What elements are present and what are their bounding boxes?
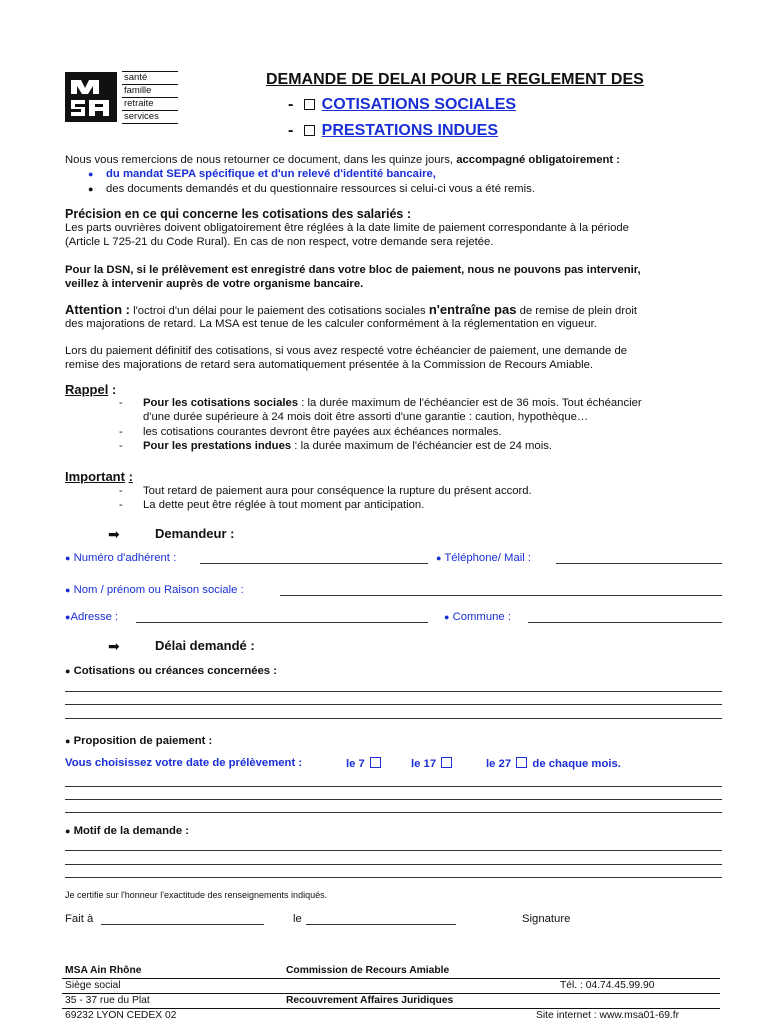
attention-line-1: Attention : l'octroi d'un délai pour le paiement des cotisations sociales n'entraîne pas de remise de plein droit [65,302,638,317]
option-prestations[interactable]: - PRESTATIONS INDUES [288,122,498,139]
intro-bullet-1: ● du mandat SEPA spécifique et d'un relevé d'identité bancaire, [88,168,436,180]
logo-word: famille [122,85,178,98]
motif-line-1[interactable] [65,850,722,851]
footer-divider [62,1008,720,1009]
fait-field[interactable] [101,924,264,925]
logo-word: retraite [122,98,178,111]
checkbox-icon[interactable] [516,757,527,768]
footer-divider [62,993,720,994]
proposition-line-2[interactable] [65,799,722,800]
lors-line-2: remise des majorations de retard sera automatiquement présentée à la Commission de Recours Amiable. [65,359,594,371]
certification-text: Je certifie sur l'honneur l'exactitude des renseignements indiqués. [65,890,328,900]
rappel-item-1-line-2: d'une durée supérieure à 24 mois doit être assorti d'une garantie : caution, hypothèque… [143,411,589,423]
commune-label: ● Commune : [444,611,511,623]
msa-logo-icon [65,72,117,122]
checkbox-icon[interactable] [304,99,315,110]
commune-field[interactable] [528,622,722,623]
le-label: le [293,913,302,925]
dsn-line-2: veillez à intervenir auprès de votre organisme bancaire. [65,278,364,290]
motif-label: ● Motif de la demande : [65,825,190,837]
nom-field[interactable] [280,595,722,596]
cotisations-label: ● Cotisations ou créances concernées : [65,665,277,677]
proposition-line-1[interactable] [65,786,722,787]
motif-line-2[interactable] [65,864,722,865]
footer-tel: Tél. : 04.74.45.99.90 [560,980,655,991]
footer-recouvrement: Recouvrement Affaires Juridiques [286,995,454,1006]
option-le-17[interactable]: le 17 [411,757,454,770]
cotisations-line-2[interactable] [65,704,722,705]
nom-label: ● Nom / prénom ou Raison sociale : [65,584,244,596]
important-item-1: Tout retard de paiement aura pour conséquence la rupture du présent accord. [143,485,532,497]
rappel-item-1: Pour les cotisations sociales : la durée maximum de l'échéancier est de 36 mois. Tout échéancier [143,397,642,409]
precision-heading: Précision en ce qui concerne les cotisations des salariés : [65,207,411,221]
logo-word: services [122,111,178,124]
attention-line-2: des majorations de retard. La MSA est tenue de les calculer conformément à la réglementation en vigueur. [65,318,597,330]
adresse-field[interactable] [136,622,428,623]
important-heading: Important : [65,469,133,484]
option-cotisations[interactable]: - COTISATIONS SOCIALES [288,96,517,113]
option-le-27[interactable]: le 27 de chaque mois. [486,758,621,770]
adresse-label: ●Adresse : [65,611,119,623]
footer-siege: Siège social [65,980,121,991]
important-item-2: La dette peut être réglée à tout moment par anticipation. [143,499,425,511]
fait-label: Fait à [65,913,94,925]
delai-heading: Délai demandé : [155,638,255,653]
msa-logo [65,72,117,122]
footer-commission: Commission de Recours Amiable [286,965,450,976]
cotisations-line-1[interactable] [65,691,722,692]
footer-site[interactable]: Site internet : www.msa01-69.fr [536,1010,680,1021]
telephone-field[interactable] [556,563,722,564]
document-title: DEMANDE DE DELAI POUR LE REGLEMENT DES [266,71,644,88]
numero-label: ● Numéro d'adhérent : [65,552,177,564]
footer-org: MSA Ain Rhône [65,965,142,976]
footer-divider [62,978,720,979]
motif-line-3[interactable] [65,877,722,878]
checkbox-icon[interactable] [370,757,381,768]
rappel-item-2: les cotisations courantes devront être payées aux échéances normales. [143,426,502,438]
rappel-heading: Rappel : [65,382,117,397]
intro-bullet-2: ● des documents demandés et du questionnaire ressources si celui-ci vous a été remis. [88,183,535,195]
option-le-7[interactable]: le 7 [346,757,383,770]
signature-label: Signature [522,913,571,925]
precision-line-1: Les parts ouvrières doivent obligatoirement être réglées à la date limite de paiement correspondante à la période [65,222,629,234]
arrow-right-icon: ➡ [108,638,120,654]
demandeur-heading: Demandeur : [155,526,235,541]
intro-text: Nous vous remercions de nous retourner ce document, dans les quinze jours, accompagné obligatoirement : [65,154,621,166]
rappel-item-3: Pour les prestations indues : la durée maximum de l'échéancier est de 24 mois. [143,440,553,452]
telephone-label: ● Téléphone/ Mail : [436,552,532,564]
dsn-line-1: Pour la DSN, si le prélèvement est enregistré dans votre bloc de paiement, nous ne pouvons pas intervenir, [65,264,641,276]
proposition-line-3[interactable] [65,812,722,813]
lors-line-1: Lors du paiement définitif des cotisations, si vous avez respecté votre échéancier de paiement, une demande de [65,345,628,357]
logo-word: santé [122,71,178,85]
footer-rue: 35 - 37 rue du Plat [65,995,150,1006]
date-field[interactable] [306,924,456,925]
checkbox-icon[interactable] [441,757,452,768]
logo-wordmark [122,71,178,124]
checkbox-icon[interactable] [304,125,315,136]
footer-ville: 69232 LYON CEDEX 02 [65,1010,177,1021]
cotisations-line-3[interactable] [65,718,722,719]
precision-line-2: (Article L 725-21 du Code Rural). En cas de non respect, votre demande sera rejetée. [65,236,494,248]
numero-field[interactable] [200,563,428,564]
prelevement-choice: Vous choisissez votre date de prélèvement : [65,757,303,769]
arrow-right-icon: ➡ [108,526,120,542]
proposition-label: ● Proposition de paiement : [65,735,213,747]
